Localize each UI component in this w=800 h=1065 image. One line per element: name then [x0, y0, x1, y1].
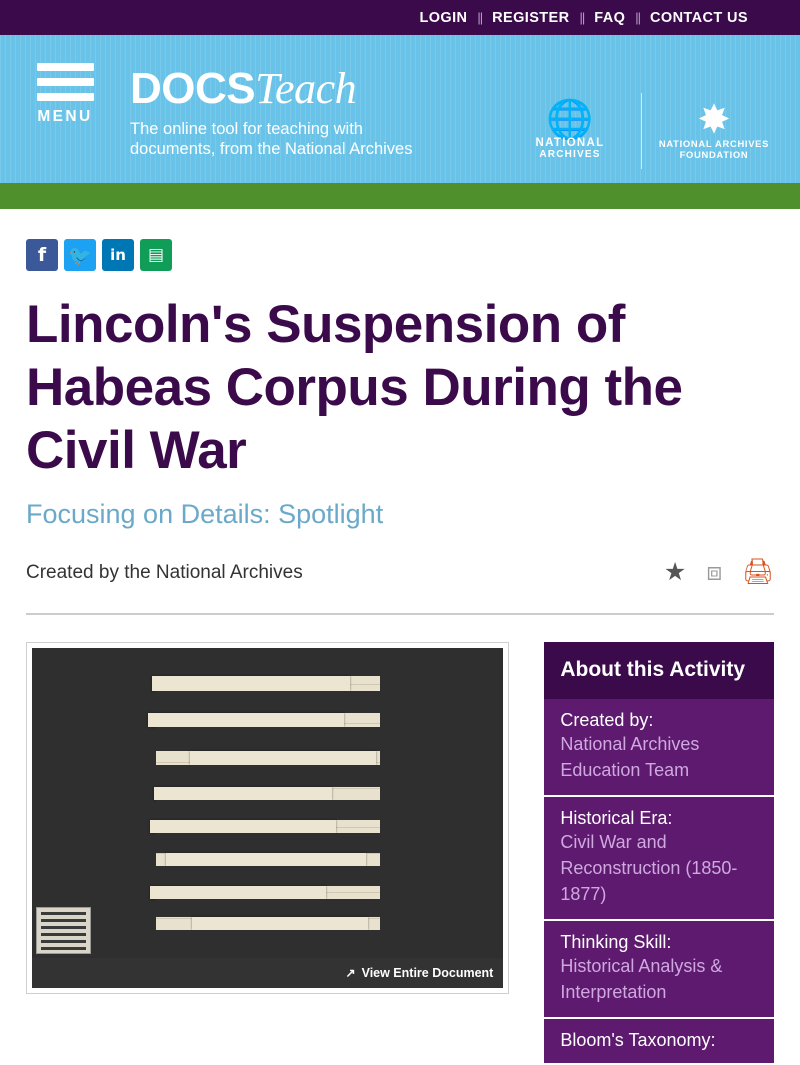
- utility-bar: [0, 0, 800, 35]
- facebook-icon: f: [37, 244, 47, 266]
- docsteach-logo[interactable]: [130, 64, 430, 113]
- logo-teach-text: Teach: [255, 64, 357, 113]
- page-thumbnail[interactable]: [36, 907, 91, 954]
- foundation-line1: NATIONAL ARCHIVES: [658, 138, 770, 149]
- field-label: Bloom's Taxonomy:: [560, 1030, 716, 1050]
- share-google-classroom-button[interactable]: [140, 239, 172, 271]
- print-icon[interactable]: 🖨: [742, 558, 774, 586]
- field-label: Thinking Skill:: [560, 932, 672, 952]
- logo-divider: [641, 93, 642, 169]
- created-by-text: Created by the National Archives: [26, 561, 303, 583]
- view-entire-document-label: View Entire Document: [361, 966, 494, 980]
- logo-docs-text: DOCS: [130, 64, 256, 113]
- partner-logos: [515, 93, 770, 169]
- share-buttons: [26, 209, 774, 271]
- register-link[interactable]: REGISTER: [492, 9, 570, 26]
- page-title: Lincoln's Suspension of Habeas Corpus During the Civil War: [26, 295, 683, 480]
- share-facebook-button[interactable]: [26, 239, 58, 271]
- national-archives-line2: ARCHIVES: [539, 148, 601, 160]
- twitter-icon: 🐦: [68, 244, 92, 267]
- document-stage[interactable]: [32, 648, 503, 958]
- external-link-icon: ↗: [345, 966, 356, 980]
- field-label: Created by:: [560, 710, 654, 730]
- main-content: [0, 209, 800, 1065]
- share-twitter-button[interactable]: [64, 239, 96, 271]
- about-field-thinking-skill: [544, 921, 774, 1019]
- about-heading: About this Activity: [544, 642, 774, 699]
- about-field-blooms-taxonomy: [544, 1019, 774, 1065]
- archives-foundation-logo[interactable]: [658, 98, 770, 160]
- google-classroom-icon: ▤: [147, 245, 165, 265]
- site-tagline: The online tool for teaching with documents, from the National Archives: [130, 120, 413, 158]
- activity-actions: [664, 560, 774, 585]
- credit-row: [26, 560, 774, 615]
- document-column: [26, 642, 509, 1065]
- eagle-icon: 🌐: [546, 98, 594, 141]
- copy-icon[interactable]: ⧈: [706, 558, 723, 586]
- star-icon[interactable]: ★: [663, 558, 687, 586]
- content-columns: [26, 642, 774, 1065]
- field-value[interactable]: Historical Analysis & Interpretation: [560, 956, 723, 1002]
- separator: ||: [579, 10, 585, 25]
- share-linkedin-button[interactable]: [102, 239, 134, 271]
- menu-label: MENU: [37, 108, 93, 125]
- login-link[interactable]: LOGIN: [419, 9, 468, 26]
- separator: ||: [635, 10, 641, 25]
- menu-button[interactable]: [0, 35, 130, 126]
- document-frame: [26, 642, 509, 994]
- field-value[interactable]: National Archives Education Team: [560, 734, 700, 780]
- document-page-image: [156, 648, 380, 958]
- foundation-line2: FOUNDATION: [679, 149, 749, 160]
- activity-subtitle: Focusing on Details: Spotlight: [26, 499, 384, 529]
- site-header: [0, 35, 800, 183]
- contact-us-link[interactable]: CONTACT US: [650, 9, 748, 26]
- national-archives-line1: NATIONAL: [535, 136, 605, 149]
- field-value[interactable]: Civil War and Reconstruction (1850-1877): [560, 832, 738, 904]
- field-label: Historical Era:: [560, 808, 673, 828]
- green-accent-bar: [0, 183, 800, 209]
- national-archives-logo[interactable]: [515, 98, 625, 160]
- view-entire-document-button[interactable]: [32, 958, 503, 988]
- faq-link[interactable]: FAQ: [594, 9, 626, 26]
- brand-block[interactable]: [130, 35, 430, 159]
- hamburger-icon: [37, 63, 94, 101]
- linkedin-icon: in: [110, 246, 126, 264]
- about-panel: [544, 642, 774, 1065]
- about-field-created-by: [544, 699, 774, 797]
- about-field-historical-era: [544, 797, 774, 921]
- starburst-icon: ✸: [697, 98, 731, 142]
- separator: ||: [477, 10, 483, 25]
